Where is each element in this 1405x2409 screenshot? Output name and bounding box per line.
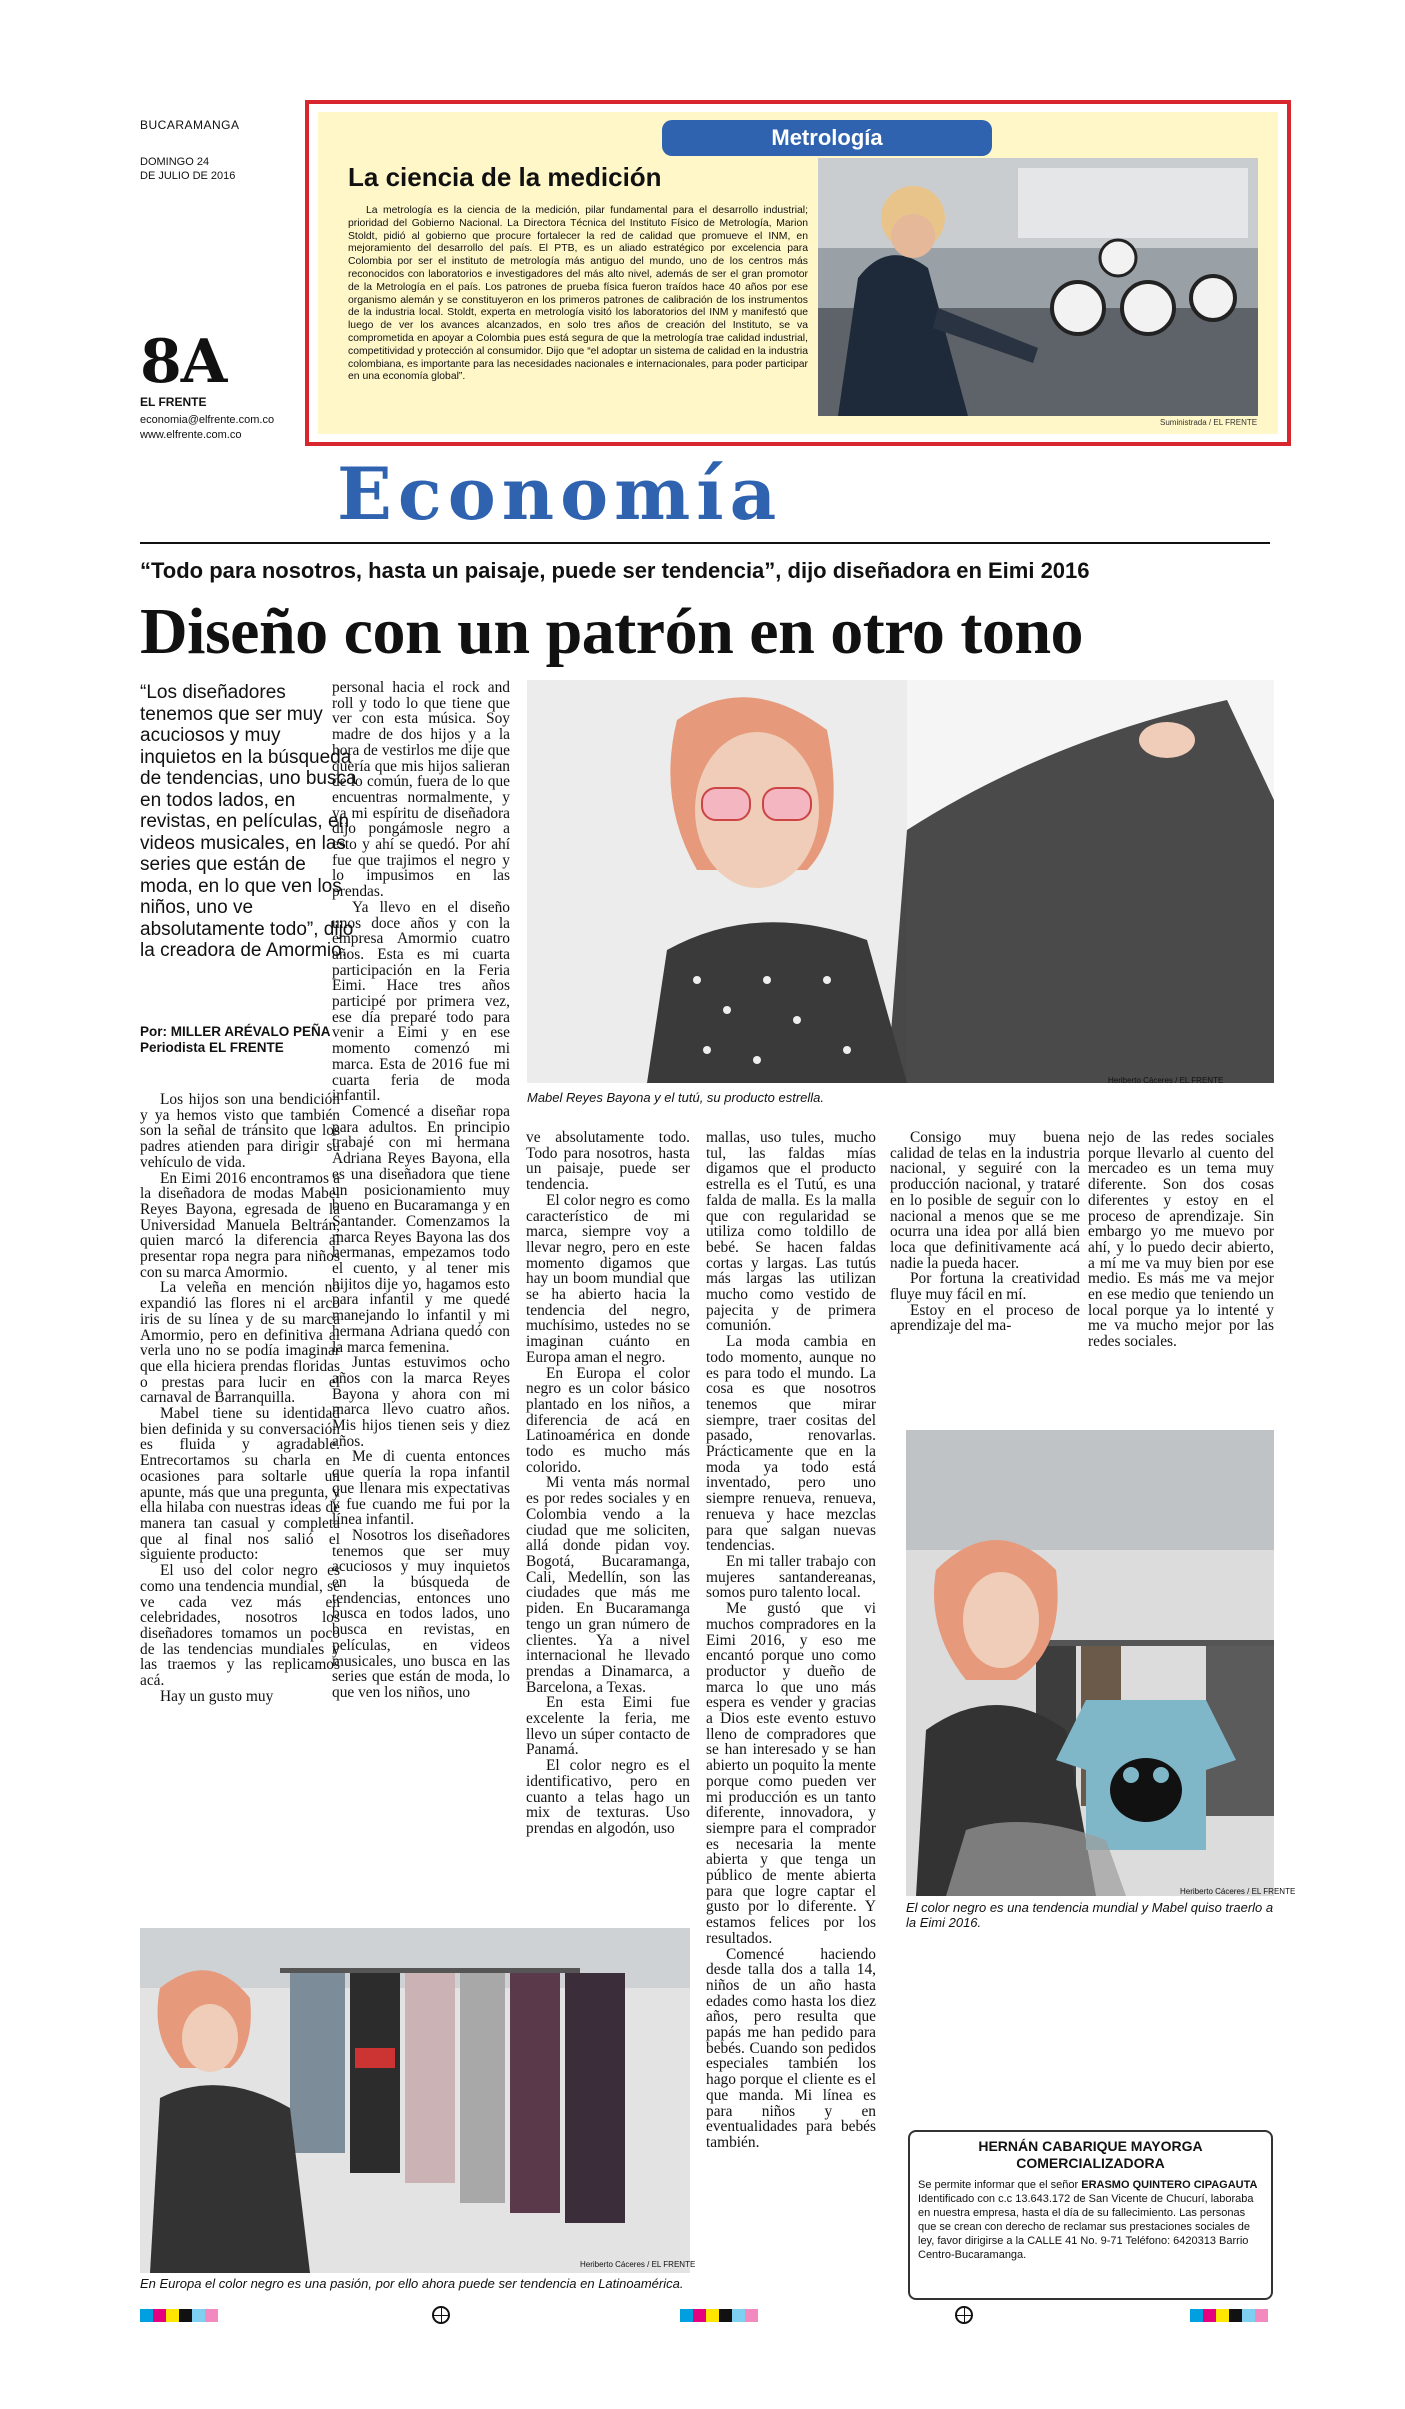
right-photo <box>906 1430 1274 1896</box>
paragraph: En Europa el color negro es un color básico plantado en los niños, a diferencia de acá en Latinoamérica en donde todo es mucho más colorido. <box>526 1364 690 1476</box>
paragraph: Mi venta más normal es por redes sociales y en Colombia vendo a la ciudad que me soliciten, allá donde pidan voy. Bogotá, Bucaramanga, Cali, Medellín, son las ciudades que más me piden. En Bucaramanga tengo un gran número de clientes. Ya a nivel internacional he llevado prendas a Dinamarca, a Barcelona, a Texas. <box>526 1474 690 1696</box>
notice-title-line1: HERNÁN CABARIQUE MAYORGA <box>978 2138 1203 2154</box>
metrologia-photo <box>818 158 1258 416</box>
section-title: Economía <box>337 451 783 536</box>
paragraph: ve absolutamente todo. Todo para nosotros, hasta un paisaje, puede ser tendencia. <box>526 1129 690 1194</box>
bottom-photo-caption: En Europa el color negro es una pasión, por ello ahora puede ser tendencia en Latinoamérica. <box>140 2276 684 2291</box>
notice-body <box>918 2178 1263 2262</box>
paragraph: Comencé haciendo desde talla dos a talla 14, niños de un año hasta edades como hasta los diez años, pero resulta que papás me han pedido para bebés. Cuando son pedidos especiales también los hago porque el cliente es el que manda. Mi línea es para niños y en eventualidades para bebés también. <box>706 1945 876 2151</box>
paragraph: En mi taller trabajo con mujeres santandereanas, somos puro talento local. <box>706 1552 876 1602</box>
article-column-3 <box>526 1130 690 1837</box>
article-column-5 <box>890 1130 1080 1334</box>
metrologia-photo-credit: Suministrada / EL FRENTE <box>1160 418 1258 427</box>
date-line <box>140 155 260 183</box>
registration-mark <box>432 2306 450 2324</box>
byline-role: Periodista EL FRENTE <box>140 1040 284 1055</box>
paragraph: Me gustó que vi muchos compradores en la Eimi 2016, y eso me encantó porque uno como productor y dueño de marca lo que uno más espera es vender y gracias a Dios este evento estuvo lleno de compradores que se han interesado y se han abierto un poquito la mente porque como pueden ver mi producción es un tanto diferente, innovadora, y siempre para el comprador es necesaria la mente abierta y que tenga un público de mente abierta para que logre captar el gusto por lo diferente. Y estamos felices por los resultados. <box>706 1600 876 1947</box>
paragraph: Por fortuna la creatividad fluye muy fácil en mí. <box>890 1270 1080 1304</box>
notice-title <box>918 2138 1263 2172</box>
main-photo-credit: Heriberto Cáceres / EL FRENTE <box>1108 1076 1224 1085</box>
paragraph: personal hacia el rock and roll y todo lo que tiene que ver con esta música. Soy madre de dos hijos y a la hora de vestirlos me dije que quería que mis hijos salieran de lo común, fuera de lo que encuentras normalmente, y ya mi espíritu de diseñadora dijo pongámosle negro a esto y ahí se quedó. Por ahí fue que trajimos el negro y lo impusimos en las prendas. <box>332 679 510 901</box>
notice-intro: Se permite informar que el señor <box>918 2179 1082 2191</box>
date-line-2: DE JULIO DE 2016 <box>140 170 236 182</box>
article-kicker: “Todo para nosotros, hasta un paisaje, puede ser tendencia”, dijo diseñadora en Eimi 2016 <box>140 558 1090 583</box>
byline-author: Por: MILLER ARÉVALO PEÑA <box>140 1024 331 1039</box>
paragraph: El uso del color negro es como una tendencia mundial, se ve cada vez más en celebridades, nosotros los diseñadores tomamos un poco de las tendencias mundiales y las traemos y las replicamos acá. <box>140 1562 340 1690</box>
page-number: 8A <box>140 327 227 397</box>
paragraph: Hay un gusto muy <box>160 1687 274 1705</box>
paragraph: Nosotros los diseñadores tenemos que ser muy acuciosos y muy inquietos en la búsqueda de tendencias, entonces uno busca en todos lados, uno busca en revistas, en películas, en videos musicales, uno busca en las series que están de moda, lo que ven los niños, uno <box>332 1526 510 1701</box>
section-email: economia@elfrente.com.co <box>140 414 275 426</box>
notice-rest: Identificado con c.c 13.643.172 de San Vicente de Chucurí, laboraba en nuestra empresa, hasta el día de su fallecimiento. Las personas que se crean con derecho de reclamar sus prestaciones sociales de ley, favor dirigirse a la CALLE 41 No. 9-71 Teléfono: 6420313 Barrio Centro-Bucaramanga. <box>918 2193 1254 2261</box>
paragraph: El color negro es como característico de mi marca, siempre voy a llevar negro, pero en este momento digamos que hay un boom mundial que se ha abierto hacia la tendencia del negro, muchísimo, ustedes no se imaginan cuánto en Europa aman el negro. <box>526 1191 690 1366</box>
paragraph: La moda cambia en todo momento, aunque no es para todo el mundo. La cosa es que nosotros tenemos que mirar siempre, traer cositas del pasado, renovarlas. Prácticamente que en la moda ya todo está inventado, pero uno siempre renueva, renueva, renueva y hace mezclas para que salgan nuevas tendencias. <box>706 1333 876 1555</box>
paper-name: EL FRENTE <box>140 395 207 409</box>
right-photo-credit: Heriberto Cáceres / EL FRENTE <box>1180 1887 1296 1896</box>
article-column-4 <box>706 1130 876 2151</box>
metrologia-tab: Metrología <box>662 120 992 156</box>
paragraph: mallas, uso tules, mucho tul, las faldas mías digamos que el producto estrella es el Tutú, es una falda de malla. Es la malla que con regularidad se utiliza como toldillo de bebé. Se hacen faldas cortas y largas. Las tutús más largas las utilizan mucho como vestido de pajecita y de primera comunión. <box>706 1129 876 1335</box>
paragraph: Comencé a diseñar ropa para adultos. En principio trabajé con mi hermana Adriana Reyes Bayona, ella es una diseñadora que tiene un posicionamiento muy bueno en Bucaramanga y en Santander. Comenzamos la marca Reyes Bayona las dos hermanas, empezamos todo el cuento, y al tener mis hijitos dije yo, hagamos esto para infantil y me quedé manejando lo infantil y mi hermana Adriana quedó con la marca femenina. <box>332 1102 510 1356</box>
death-notice <box>908 2130 1273 2300</box>
main-photo-caption: Mabel Reyes Bayona y el tutú, su producto estrella. <box>527 1090 824 1105</box>
main-photo <box>527 680 1274 1083</box>
paragraph: En Eimi 2016 encontramos a la diseñadora de modas Mabel Reyes Bayona, egresada de la Universidad Manuela Beltrán, quien marcó la diferencia al presentar ropa negra para niños con su marca Amormio. <box>140 1169 340 1281</box>
paragraph: nejo de las redes sociales porque llevarlo al cuento del mercadeo es un tema muy diferente. Son dos cosas diferentes y estoy en el proceso de aprendizaje. Sin embargo yo me muevo por ahí, y lo puedo decir abierto, a mí me va muy bien por ese medio. Es más me va mejor en ese medio que teniendo un local porque ya lo intenté y me va mucho mejor por las redes sociales. <box>1088 1129 1274 1351</box>
paragraph: Los hijos son una bendición y ya hemos visto que también son la señal de tránsito que los padres atienden para dirigir su vehículo de vida. <box>140 1091 340 1171</box>
article-column-6 <box>1088 1130 1274 1350</box>
article-column-1 <box>140 1092 340 1704</box>
registration-mark <box>955 2306 973 2324</box>
date-line-1: DOMINGO 24 <box>140 156 210 168</box>
paragraph: Me di cuenta entonces que quería la ropa infantil que llenara mis expectativas y fue cuando me fui por la línea infantil. <box>332 1448 510 1529</box>
article-lead: “Los diseñadores tenemos que ser muy acuciosos y muy inquietos en la búsqueda de tendencias, uno busca en todos lados, en revistas, en películas, en videos musicales, en las series que están de moda, en lo que ven los niños, uno ve absolutamente todo”, dijo la creadora de Amormio. <box>140 682 357 961</box>
notice-name: ERASMO QUINTERO CIPAGAUTA <box>1081 2179 1258 2191</box>
article-column-2 <box>332 680 510 1701</box>
byline <box>140 1024 360 1056</box>
paragraph: Estoy en el proceso de aprendizaje del ma- <box>890 1301 1080 1335</box>
paragraph: En esta Eimi fue excelente la feria, me llevo un súper contacto de Panamá. <box>526 1694 690 1759</box>
paragraph: Mabel tiene su identidad bien definida y su conversación es fluida y agradable. Entrecortamos su charla en ocasiones para soltarle un apunte, más que una pregunta, y ella hilaba con nuestras ideas de manera tan casual y completa que al final nos salió el siguiente producto: <box>140 1405 340 1564</box>
paragraph: El color negro es el identificativo, pero en cuanto a telas hago un mix de texturas. Uso prendas en algodón, uso <box>526 1757 690 1837</box>
city-label: BUCARAMANGA <box>140 118 240 132</box>
metrologia-title: La ciencia de la medición <box>348 162 662 192</box>
bottom-photo-credit: Heriberto Cáceres / EL FRENTE <box>580 2260 696 2269</box>
paragraph: Juntas estuvimos ocho años con la marca Reyes Bayona y ahora con mi marca llevo cuatro años. Mis hijos tienen seis y diez años. <box>332 1354 510 1450</box>
right-photo-caption: El color negro es una tendencia mundial y Mabel quiso traerlo a la Eimi 2016. <box>906 1900 1274 1930</box>
paragraph: Consigo muy buena calidad de telas en la industria nacional, y seguiré con la producción nacional, y trataré en lo posible de seguir con lo nacional a menos que se me ocurra una idea por allá bien loca que definitivamente acá nadie la pueda hacer. <box>890 1129 1080 1272</box>
website: www.elfrente.com.co <box>140 429 242 441</box>
paragraph: Ya llevo en el diseño unos doce años y con la empresa Amormio cuatro años. Esta es mi cuarta participación en la Feria Eimi. Hace tres años participé por primera vez, ese día preparé todo para venir a Eimi y en ese momento comenzó mi marca. Esta de 2016 fue mi cuarta feria de moda infantil. <box>332 898 510 1105</box>
article-headline: Diseño con un patrón en otro tono <box>140 595 1084 668</box>
section-rule <box>140 542 1270 544</box>
bottom-photo <box>140 1928 690 2273</box>
metrologia-body: La metrología es la ciencia de la medición, pilar fundamental para el desarrollo industrial; prioridad del Gobierno Nacional. La Directora Técnica del Instituto Físico de Metrología, Marion Stoldt, pidió al gobierno que procure fortalecer la red de calidad que promueve el INM, en mejoramiento del desarrollo del país. El PTB, es un aliado estratégico por excelencia para Colombia por ser el instituto de metrología más antiguo del mundo, uno de los centros más reconocidos con laboratorios e investigadores del más alto nivel, además de ser el gran promotor de la Metrología en el país. Los patrones de prueba física fueron traídos hace 40 años por ese organismo alemán y se constituyeron en los primeros patrones de calibración de los instrumentos de la industria local. Stoldt, experta en metrología visitó los laboratorios del INM y manifestó que luego de ver los avances alcanzados, en solo tres años de creación del Instituto, se va comprometida en apoyar a Colombia pues está segura de que la metrología trae calidad industrial, competitividad y protección al consumidor. Dijo que “el adoptar un sistema de calidad en la industria colombiana, es importante para las necesidades nacionales e internacionales, para poder participar en una economía global”. <box>348 205 808 383</box>
notice-title-line2: COMERCIALIZADORA <box>1016 2155 1165 2171</box>
paragraph: La veleña en mención no expandió las flores ni el arco iris de su línea y de su marca Amormio, pero en definitiva al verla uno no se podía imaginar que ella hiciera prendas floridas o prestas para lucir en el carnaval de Barranquilla. <box>140 1279 340 1407</box>
